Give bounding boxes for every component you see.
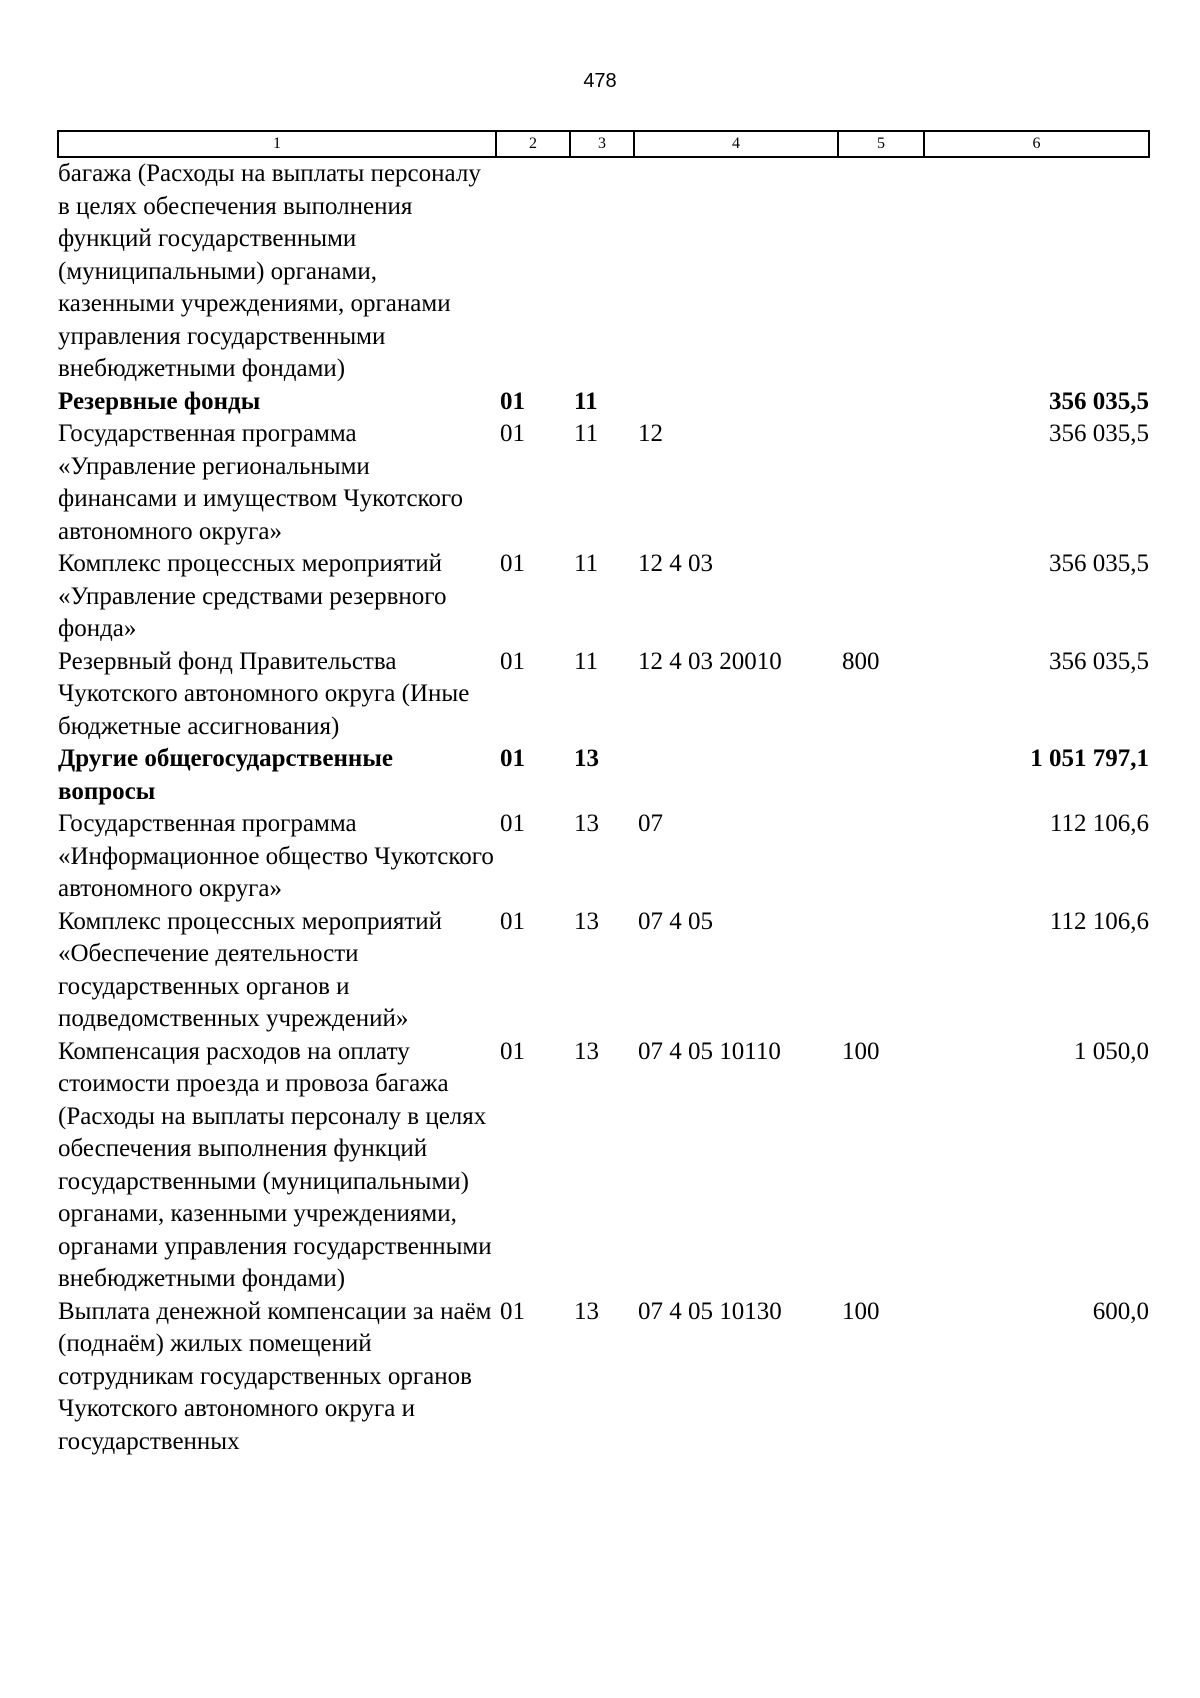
column-number-header-row — [58, 131, 1149, 157]
row-expense-type — [838, 386, 924, 419]
row-subsection: 11 — [574, 420, 599, 447]
row-subsection: 13 — [574, 745, 599, 772]
row-expense-type: 100 — [842, 1297, 880, 1325]
row-target-article — [634, 157, 838, 386]
row-amount: 600,0 — [1092, 1297, 1149, 1325]
row-expense-type — [838, 157, 924, 386]
row-section: 01 — [500, 647, 525, 675]
row-subsection: 13 — [574, 907, 599, 935]
row-section: 01 — [500, 387, 525, 415]
row-section: 01 — [500, 1297, 525, 1325]
row-target-article — [634, 386, 838, 419]
table-row — [58, 548, 1149, 646]
row-target-article: 12 4 03 — [638, 550, 713, 577]
row-amount — [924, 157, 1149, 386]
row-section: 01 — [500, 907, 525, 935]
row-section: 01 — [500, 550, 525, 577]
row-subsection: 13 — [574, 810, 599, 837]
row-target-article — [634, 743, 838, 808]
row-subsection: 13 — [574, 1037, 599, 1065]
row-section: 01 — [500, 810, 525, 837]
row-section: 01 — [500, 420, 525, 447]
row-target-article: 07 — [638, 810, 663, 837]
row-target-article: 07 4 05 10110 — [638, 1037, 781, 1065]
row-expense-type — [838, 548, 924, 646]
row-subsection: 11 — [574, 387, 598, 415]
row-target-article: 07 4 05 10130 — [638, 1297, 782, 1325]
column-number-6: 6 — [924, 131, 1149, 157]
column-number-1: 1 — [58, 131, 496, 157]
row-name: Резервный фонд Правительства Чукотского автономного округа (Иные бюджетные ассигнования) — [58, 647, 470, 740]
row-name: Комплекс процессных мероприятий «Обеспечение деятельности государственных органов и подведомственных учреждений» — [58, 907, 443, 1032]
table-row — [58, 646, 1149, 744]
row-amount: 112 106,6 — [1049, 810, 1149, 837]
row-target-article: 12 4 03 20010 — [638, 647, 782, 675]
row-amount: 1 051 797,1 — [1030, 745, 1149, 772]
column-number-2: 2 — [496, 131, 570, 157]
row-name: Государственная программа «Информационное общество Чукотского автономного округа» — [58, 810, 494, 902]
row-expense-type — [838, 418, 924, 548]
table-row — [58, 157, 1149, 386]
row-section: 01 — [500, 1037, 525, 1065]
table-row — [58, 906, 1149, 1036]
row-name: Государственная программа «Управление региональными финансами и имуществом Чукотского автономного округа» — [58, 420, 464, 545]
row-name: Компенсация расходов на оплату стоимости проезда и провоза багажа (Расходы на выплаты персоналу в целях обеспечения выполнения функций государственными (муниципальными) органами, казенными учреждениями, органами управления государственными внебюджетными фондами) — [58, 1037, 492, 1292]
table-row — [58, 418, 1149, 548]
row-section: 01 — [500, 745, 525, 772]
row-amount: 356 035,5 — [1049, 550, 1149, 577]
table-row-section-total — [58, 743, 1149, 808]
row-name: Другие общегосударственные вопросы — [58, 745, 393, 805]
row-amount: 1 050,0 — [1074, 1037, 1149, 1065]
column-number-3: 3 — [570, 131, 634, 157]
row-name: Выплата денежной компенсации за наём (поднаём) жилых помещений сотрудникам государственных органов Чукотского автономного округа и государственных — [58, 1297, 492, 1455]
row-subsection: 11 — [574, 550, 599, 577]
budget-table — [57, 130, 1150, 1458]
row-name: Резервные фонды — [58, 387, 261, 415]
row-subsection: 11 — [574, 647, 599, 675]
row-subsection — [570, 157, 634, 386]
row-expense-type: 100 — [842, 1037, 880, 1065]
row-amount: 356 035,5 — [1049, 420, 1149, 447]
row-target-article: 12 — [638, 420, 663, 447]
table-row — [58, 1036, 1149, 1296]
row-expense-type — [838, 743, 924, 808]
row-name: Комплекс процессных мероприятий «Управление средствами резервного фонда» — [58, 550, 447, 642]
column-number-5: 5 — [838, 131, 924, 157]
row-amount: 112 106,6 — [1049, 907, 1149, 935]
row-subsection: 13 — [574, 1297, 599, 1325]
column-number-4: 4 — [634, 131, 838, 157]
row-amount: 356 035,5 — [1049, 387, 1149, 415]
row-expense-type: 800 — [842, 647, 880, 675]
table-row-section-total — [58, 386, 1149, 419]
row-amount: 356 035,5 — [1049, 647, 1149, 675]
table-row — [58, 808, 1149, 906]
row-expense-type — [838, 808, 924, 906]
row-target-article: 07 4 05 — [638, 907, 713, 935]
row-expense-type — [838, 906, 924, 1036]
table-row — [58, 1296, 1149, 1459]
row-name: багажа (Расходы на выплаты персоналу в целях обеспечения выполнения функций государственными (муниципальными) органами, казенными учреждениями, органами управления государственными внебюджетными фондами) — [58, 160, 481, 382]
row-section — [496, 157, 570, 386]
page-number: 478 — [583, 70, 617, 92]
